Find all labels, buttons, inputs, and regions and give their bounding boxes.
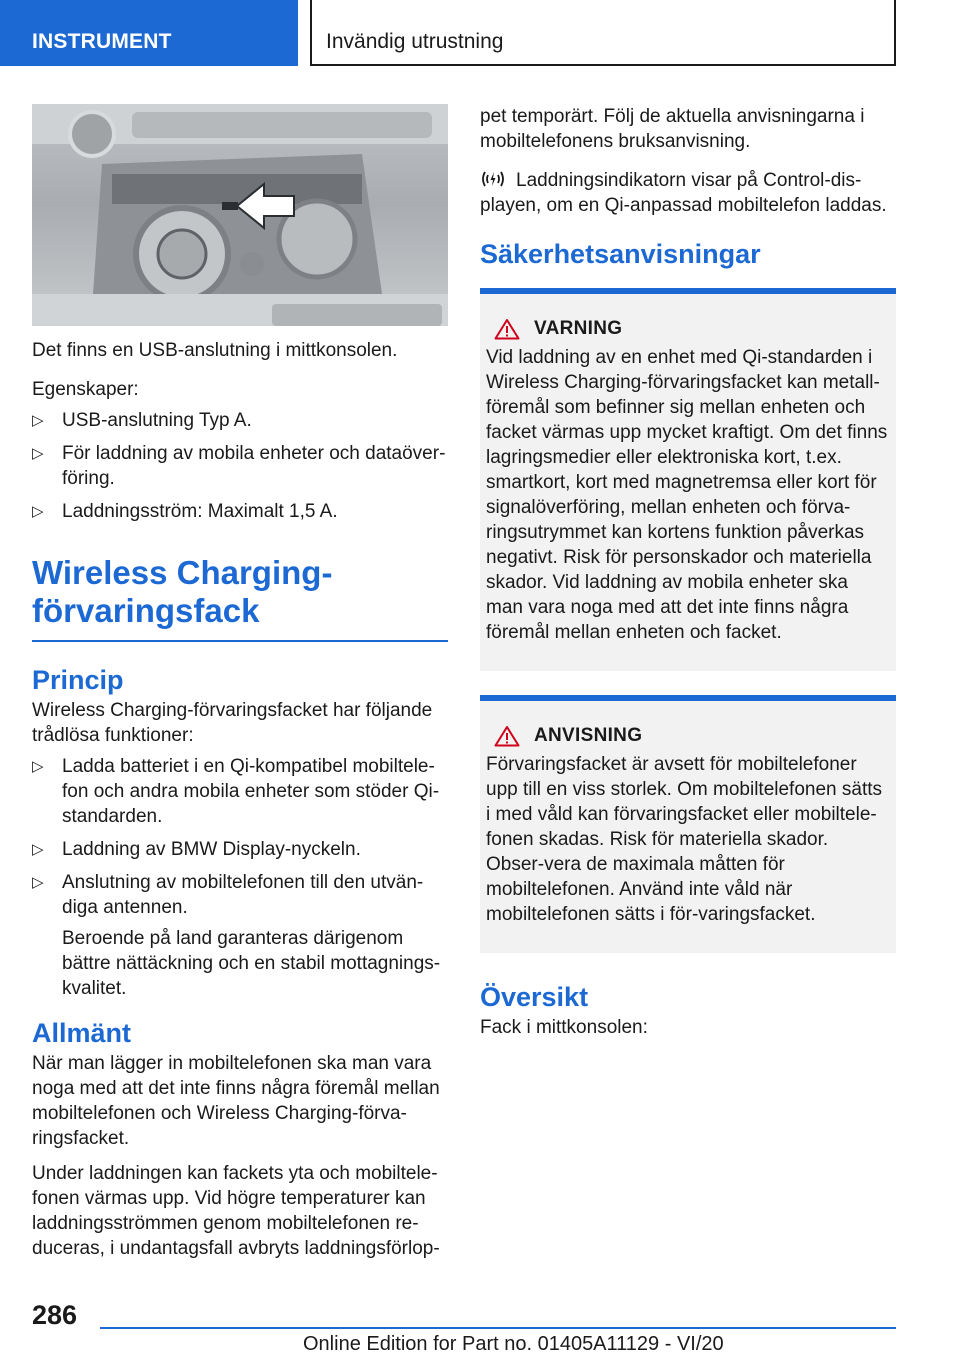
footer-edition: Online Edition for Part no. 01405A11129 - VI/20 — [303, 1333, 724, 1355]
list-item: ▷ För laddning av mobila enheter och dataöver-föring. — [32, 443, 446, 489]
safety-heading: Säkerhetsanvisningar — [480, 238, 896, 294]
footer-divider — [100, 1327, 896, 1329]
warning-triangle-icon — [494, 318, 520, 340]
main-heading: Wireless Charging-förvaringsfack — [32, 554, 448, 642]
warning-text: Vid laddning av en enhet med Qi-standarden i Wireless Charging-förvaringsfacket kan metall-föremål som befinner sig mellan enheten och facket värmas upp mycket kraftigt. Om det finns lagringsmedier eller elektroniska kort, t.ex. smartkort, kort med magnetremsa eller kort för signalöverföring, mellan enheten och förva-ringsutrymmet kan kortens funktion påverkas negativt. Risk för personskador och materiella skador. Vid laddning av mobila enheter ska man vara noga med att det inte finns några föremål mellan enheten och facket. — [486, 347, 888, 643]
notice-box — [480, 695, 896, 953]
notice-title: ANVISNING — [534, 725, 643, 746]
general-heading: Allmänt — [32, 1018, 132, 1048]
list-item: ▷ Anslutning av mobiltelefonen till den utvän-diga antennen. — [32, 872, 424, 918]
triangle-right-icon: ▷ — [32, 841, 44, 858]
usb-port-photo — [32, 104, 448, 326]
principle-list — [32, 754, 448, 920]
continued-paragraph: pet temporärt. Följ de aktuella anvisningarna i mobiltelefonens bruksanvisning. — [480, 106, 865, 152]
principle-heading: Princip — [32, 665, 124, 695]
warning-box — [480, 294, 896, 671]
general-paragraph-2: Under laddningen kan fackets yta och mobiltele-fonen värmas upp. Vid högre temperaturer kan laddningsströmmen genom mobiltelefonen re-duceras, i undantagsfall avbryts laddningsförlop- — [32, 1163, 440, 1259]
page-number: 286 — [32, 1300, 78, 1330]
general-paragraph-1: När man lägger in mobiltelefonen ska man vara noga med att det inte finns några föremål mellan mobiltelefonen och Wireless Charging-förva-ringsfacket. — [32, 1053, 440, 1149]
warning-triangle-icon — [494, 725, 520, 747]
triangle-right-icon: ▷ — [32, 412, 44, 429]
notice-text: Förvaringsfacket är avsett för mobiltelefoner upp till en viss storlek. Om mobiltelefonen sätts i med våld kan förvaringsfacket eller mobiltele-fonen skadas. Risk för materiella skador. Obser-vera de maximala måtten för mobiltelefonen. Använd inte våld när mobiltelefonen sätts i för-varingsfacket. — [486, 754, 883, 925]
left-column — [32, 104, 448, 1271]
triangle-right-icon: ▷ — [32, 758, 44, 775]
wireless-charging-icon — [480, 169, 506, 189]
list-item: ▷ Ladda batteriet i en Qi-kompatibel mobiltele-fon och andra mobila enheter som stöder Qi-standarden. — [32, 756, 440, 827]
features-list — [32, 408, 448, 524]
overview-heading: Översikt — [480, 982, 589, 1012]
triangle-right-icon: ▷ — [32, 445, 44, 462]
photo-caption: Det finns en USB-anslutning i mittkonsolen. — [32, 340, 398, 361]
list-item: ▷ USB-anslutning Typ A. — [32, 410, 252, 431]
list-item: ▷ Laddningsström: Maximalt 1,5 A. — [32, 501, 338, 522]
chapter-tab[interactable]: INSTRUMENT — [0, 0, 298, 66]
triangle-right-icon: ▷ — [32, 503, 44, 520]
features-label: Egenskaper: — [32, 379, 139, 400]
principle-intro: Wireless Charging-förvaringsfacket har följande trådlösa funktioner: — [32, 700, 433, 746]
indicator-paragraph: Laddningsindikatorn visar på Control-dis-playen, om en Qi-anpassad mobiltelefon laddas. — [480, 170, 887, 216]
right-column — [480, 104, 896, 1050]
overview-text: Fack i mittkonsolen: — [480, 1017, 648, 1038]
warning-title: VARNING — [534, 318, 623, 339]
list-item: ▷ Laddning av BMW Display-nyckeln. — [32, 839, 361, 860]
section-title: Invändig utrustning — [312, 0, 896, 66]
page-header — [0, 0, 960, 66]
triangle-right-icon: ▷ — [32, 874, 44, 891]
antenna-note: Beroende på land garanteras därigenom bättre nättäckning och en stabil mottagnings-kvalitet. — [62, 928, 441, 999]
console-illustration-icon — [32, 104, 448, 326]
